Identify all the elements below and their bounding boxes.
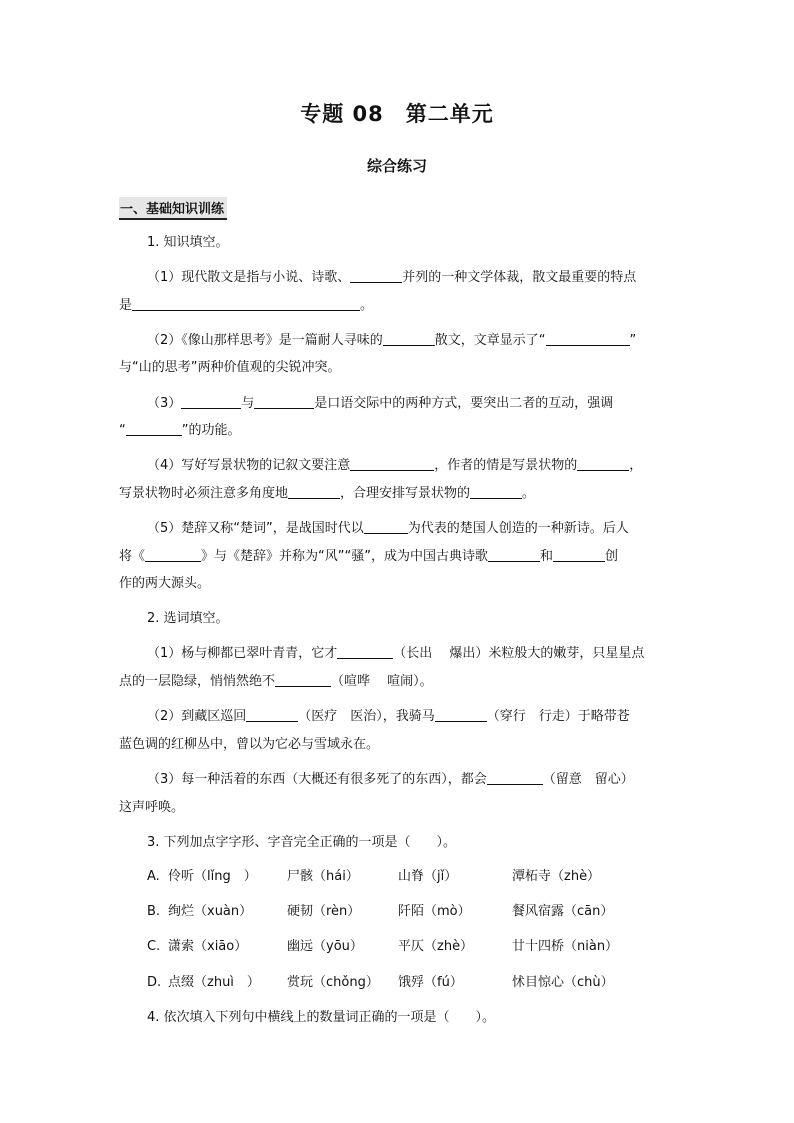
q2-p3-line2: 这声呼唤。 [119, 800, 185, 815]
fill-blank[interactable] [546, 333, 630, 346]
q2-p2-line1: （2）到藏区巡回 （医疗 医治），我骑马 （穿行 行走）于略带苍 [147, 709, 630, 724]
option-item: 幽远（yōu） [287, 939, 363, 954]
option-label: D. [147, 975, 162, 990]
q2-p3-line1: （3）每一种活着的东西（大概还有很多死了的东西），都会 （留意 留心） [147, 772, 634, 787]
q1-p5-line3: 作的两大源头。 [119, 576, 211, 591]
option-item: 餐风宿露（cān） [512, 904, 614, 919]
q2-p1-line2: 点的一层隐绿，悄悄然绝不 （喧哗 喧闹）。 [119, 674, 433, 689]
fill-blank[interactable] [288, 486, 340, 499]
option-label: B. [147, 904, 161, 919]
fill-blank[interactable] [470, 486, 522, 499]
fill-blank[interactable] [383, 333, 435, 346]
q2-p1-line1: （1）杨与柳都已翠叶青青，它才 （长出 爆出）米粒般大的嫩芽，只星星点 [147, 646, 645, 661]
q1-p4-line2: 写景状物时必须注意多角度地 ，合理安排写景状物的 。 [119, 486, 536, 501]
option-item: 点缀（zhuì ） [168, 975, 260, 990]
option-item: 硬韧（rèn） [287, 904, 361, 919]
fill-blank[interactable] [488, 549, 540, 562]
q1-p1-line1: （1）现代散文是指与小说、诗歌、 并列的一种文学体裁，散文最重要的特点 [147, 270, 637, 285]
option-item: 饿殍（fú） [398, 975, 463, 990]
option-label: C. [147, 939, 161, 954]
option-item: 平仄（zhè） [398, 939, 474, 954]
fill-blank[interactable] [275, 674, 331, 687]
q2-p2-line2: 蓝色调的红柳丛中，曾以为它必与雪域永在。 [119, 737, 380, 752]
section-header: 一、基础知识训练 [119, 197, 227, 220]
fill-blank[interactable] [350, 270, 402, 283]
fill-blank[interactable] [132, 298, 360, 311]
q1-p1-line2: 是 。 [119, 298, 374, 313]
fill-blank[interactable] [487, 772, 543, 785]
fill-blank[interactable] [246, 709, 298, 722]
option-item: 怵目惊心（chù） [512, 975, 614, 990]
option-item: 绚烂（xuàn） [168, 904, 253, 919]
page-subtitle: 综合练习 [366, 157, 427, 175]
q3-stem: 3. 下列加点字字形、字音完全正确的一项是（ ）。 [147, 835, 457, 850]
q4-stem: 4. 依次填入下列句中横线上的数量词正确的一项是（ ）。 [147, 1010, 496, 1025]
fill-blank[interactable] [364, 521, 408, 534]
option-item: 伶听（lǐng ） [168, 869, 257, 884]
fill-blank[interactable] [337, 646, 393, 659]
q1-p3-line1: （3） 与 是口语交际中的两种方式，要突出二者的互动，强调 [147, 396, 614, 411]
fill-blank[interactable] [553, 549, 605, 562]
fill-blank[interactable] [126, 423, 182, 436]
q2-stem: 2. 选词填空。 [147, 611, 229, 626]
option-item: 尸骸（hái） [287, 869, 359, 884]
option-item: 廿十四桥（niàn） [512, 939, 619, 954]
fill-blank[interactable] [435, 709, 487, 722]
q1-p2-line1: （2）《像山那样思考》是一篇耐人寻味的 散文，文章显示了“ ” [147, 333, 637, 348]
q1-p2-line2: 与“山的思考”两种价值观的尖锐冲突。 [119, 360, 341, 375]
q1-p4-line1: （4）写好写景状物的记叙文要注意 ，作者的情是写景状物的 ， [147, 458, 643, 473]
page-title: 专题 08 第二单元 [300, 102, 494, 126]
option-item: 阡陌（mò） [398, 904, 471, 919]
option-item: 山脊（jǐ） [398, 869, 458, 884]
q1-p5-line1: （5）楚辞又称“楚词”，是战国时代以 为代表的楚国人创造的一种新诗。后人 [147, 521, 629, 536]
q1-p5-line2: 将《 》与《楚辞》并称为“风”“骚”，成为中国古典诗歌 和 创 [119, 549, 618, 564]
fill-blank[interactable] [181, 396, 241, 409]
q1-p3-line2: “ ”的功能。 [119, 423, 241, 438]
fill-blank[interactable] [254, 396, 314, 409]
option-item: 潭柘寺（zhè） [512, 869, 601, 884]
fill-blank[interactable] [145, 549, 201, 562]
option-item: 潇索（xiāo） [168, 939, 248, 954]
fill-blank[interactable] [577, 458, 629, 471]
option-item: 赏玩（chǒng） [287, 975, 379, 990]
q1-stem: 1. 知识填空。 [147, 235, 229, 250]
option-label: A. [147, 869, 160, 884]
fill-blank[interactable] [350, 458, 434, 471]
